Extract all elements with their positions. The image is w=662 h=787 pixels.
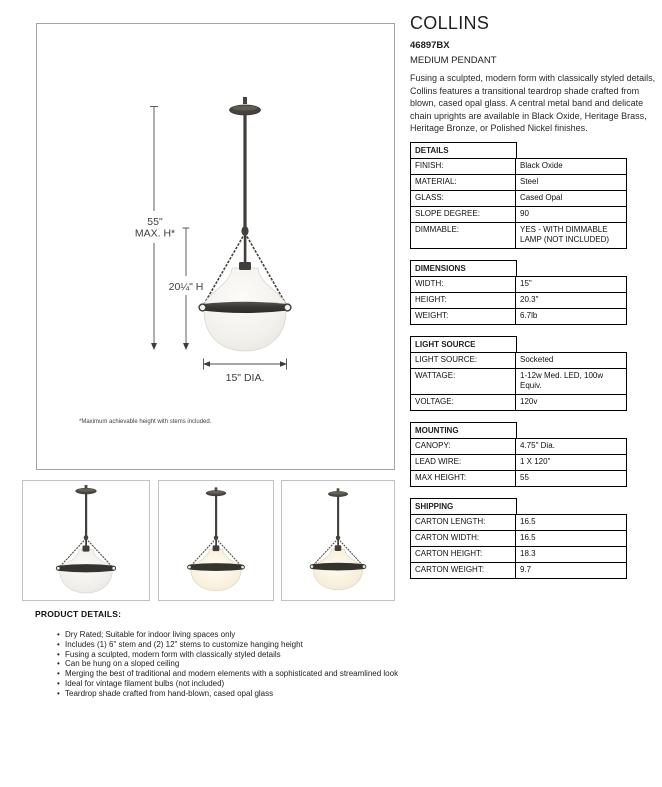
product-details-list xyxy=(35,630,615,699)
spec-value: 90 xyxy=(516,206,627,222)
spec-table-grid xyxy=(410,158,627,249)
spec-value: 4.75" Dia. xyxy=(516,438,627,454)
spec-row xyxy=(411,292,627,308)
diameter-label: 15" DIA. xyxy=(225,372,265,384)
spec-tables xyxy=(410,142,657,579)
spec-table-mounting xyxy=(410,422,657,487)
spec-table-shipping xyxy=(410,498,657,579)
spec-label: CARTON WIDTH: xyxy=(411,530,516,546)
spec-label: WATTAGE: xyxy=(411,368,516,394)
spec-label: VOLTAGE: xyxy=(411,394,516,410)
spec-value: 9.7 xyxy=(516,562,627,578)
spec-table-title: DETAILS xyxy=(410,142,517,159)
spec-table-title: MOUNTING xyxy=(410,422,517,439)
spec-label: MATERIAL: xyxy=(411,174,516,190)
spec-value: 1 X 120" xyxy=(516,454,627,470)
spec-label: GLASS: xyxy=(411,190,516,206)
spec-row xyxy=(411,158,627,174)
spec-row xyxy=(411,190,627,206)
product-thumbnail-1 xyxy=(22,480,150,601)
spec-row xyxy=(411,276,627,292)
spec-label: SLOPE DEGREE: xyxy=(411,206,516,222)
spec-value: YES - WITH DIMMABLE LAMP (NOT INCLUDED) xyxy=(516,222,627,248)
pendant-thumbnail-image xyxy=(159,481,273,600)
spec-label: LIGHT SOURCE: xyxy=(411,352,516,368)
main-product-image xyxy=(36,23,395,470)
spec-value: 55 xyxy=(516,470,627,486)
spec-table-title: LIGHT SOURCE xyxy=(410,336,517,353)
product-description: Fusing a sculpted, modern form with classically styled details, Collins features a transitional teardrop shade crafted from blown, cased opal glass. A central metal band and delicate chain uprights are available in Black Oxide, Heritage Brass, Heritage Bronze, or Polished Nickel finishes. xyxy=(410,73,656,134)
product-type: MEDIUM PENDANT xyxy=(410,55,497,66)
spec-label: DIMMABLE: xyxy=(411,222,516,248)
product-detail-item: • Can be hung on a sloped ceiling xyxy=(57,659,615,669)
spec-row xyxy=(411,352,627,368)
spec-value: Cased Opal xyxy=(516,190,627,206)
spec-label: WIDTH: xyxy=(411,276,516,292)
spec-label: MAX HEIGHT: xyxy=(411,470,516,486)
spec-row xyxy=(411,174,627,190)
spec-value: 20.3" xyxy=(516,292,627,308)
product-detail-item: • Teardrop shade crafted from hand-blown, cased opal glass xyxy=(57,689,615,699)
spec-value: 16.5 xyxy=(516,514,627,530)
spec-row xyxy=(411,308,627,324)
spec-label: WEIGHT: xyxy=(411,308,516,324)
spec-value: Steel xyxy=(516,174,627,190)
pendant-illustration xyxy=(199,97,291,351)
product-details-heading: PRODUCT DETAILS: xyxy=(35,609,122,619)
spec-row xyxy=(411,454,627,470)
spec-row xyxy=(411,530,627,546)
product-thumbnail-2 xyxy=(158,480,274,601)
spec-row xyxy=(411,562,627,578)
spec-row xyxy=(411,368,627,394)
spec-value: 18.3 xyxy=(516,546,627,562)
spec-row xyxy=(411,438,627,454)
spec-table-light-source xyxy=(410,336,657,411)
product-detail-item: • Merging the best of traditional and modern elements with a sophisticated and streamlined look xyxy=(57,669,615,679)
product-info-column xyxy=(410,13,657,590)
diagram-footnote: *Maximum achievable height with stems included. xyxy=(79,419,212,425)
spec-value: 6.7lb xyxy=(516,308,627,324)
spec-label: LEAD WIRE: xyxy=(411,454,516,470)
spec-value: Black Oxide xyxy=(516,158,627,174)
spec-row xyxy=(411,206,627,222)
spec-label: CARTON LENGTH: xyxy=(411,514,516,530)
pendant-thumbnail-image xyxy=(23,481,149,600)
spec-table-grid xyxy=(410,514,627,579)
spec-value: 120v xyxy=(516,394,627,410)
spec-table-title: SHIPPING xyxy=(410,498,517,515)
product-sku: 46897BX xyxy=(410,40,450,51)
spec-row xyxy=(411,470,627,486)
spec-table-dimensions xyxy=(410,260,657,325)
pendant-diagram xyxy=(37,24,394,469)
spec-table-grid xyxy=(410,276,627,325)
spec-value: 1-12w Med. LED, 100w Equiv. xyxy=(516,368,627,394)
spec-table-details xyxy=(410,142,657,249)
spec-row xyxy=(411,394,627,410)
spec-table-grid xyxy=(410,352,627,411)
pendant-thumbnail-image xyxy=(282,481,394,600)
spec-table-title: DIMENSIONS xyxy=(410,260,517,277)
spec-row xyxy=(411,546,627,562)
product-thumbnail-3 xyxy=(281,480,395,601)
spec-value: 16.5 xyxy=(516,530,627,546)
collection-name: COLLINS xyxy=(410,13,490,33)
spec-value: Socketed xyxy=(516,352,627,368)
product-detail-item: • Dry Rated; Suitable for indoor living spaces only xyxy=(57,630,615,640)
spec-row xyxy=(411,514,627,530)
spec-label: FINISH: xyxy=(411,158,516,174)
product-detail-item: • Ideal for vintage filament bulbs (not included) xyxy=(57,679,615,689)
spec-label: CARTON HEIGHT: xyxy=(411,546,516,562)
fixture-height-label: 20¼" H xyxy=(168,281,204,293)
spec-label: CARTON WEIGHT: xyxy=(411,562,516,578)
product-detail-item: • Fusing a sculpted, modern form with classically styled details xyxy=(57,650,615,660)
spec-table-grid xyxy=(410,438,627,487)
spec-label: CANOPY: xyxy=(411,438,516,454)
spec-label: HEIGHT: xyxy=(411,292,516,308)
spec-value: 15" xyxy=(516,276,627,292)
product-detail-item: • Includes (1) 6" stem and (2) 12" stems to customize hanging height xyxy=(57,640,615,650)
product-details-section xyxy=(35,609,615,699)
spec-row xyxy=(411,222,627,248)
max-height-value-label: 55" xyxy=(147,216,163,228)
max-height-caption-label: MAX. H* xyxy=(134,227,176,240)
